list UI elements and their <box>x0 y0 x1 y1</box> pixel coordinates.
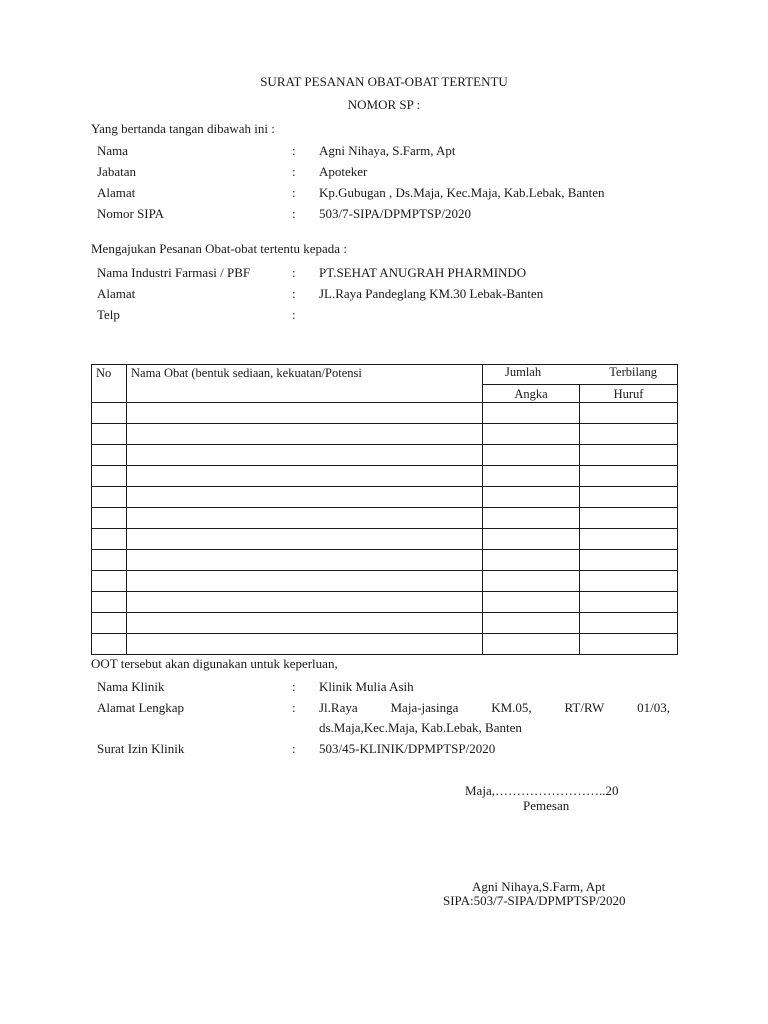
supplier-address-label: Alamat <box>97 286 136 301</box>
table-row <box>92 508 678 529</box>
clinic-license: 503/45-KLINIK/DPMPTSP/2020 <box>319 741 496 756</box>
header-quantity-group <box>483 365 678 385</box>
address-word: 01/03, <box>637 700 670 715</box>
signer-position: Apoteker <box>319 164 368 179</box>
signature-name: Agni Nihaya,S.Farm, Apt <box>472 879 606 894</box>
orderer-label: Pemesan <box>523 798 570 813</box>
table-row <box>92 571 678 592</box>
clinic-address-label: Alamat Lengkap <box>97 700 184 715</box>
header-jumlah: Jumlah <box>505 365 542 379</box>
signer-name: Agni Nihaya, S.Farm, Apt <box>319 143 456 158</box>
address-word: Jl.Raya <box>319 700 358 715</box>
table-row <box>92 403 678 424</box>
supplier-address: JL.Raya Pandeglang KM.30 Lebak-Banten <box>319 286 544 301</box>
supplier-name: PT.SEHAT ANUGRAH PHARMINDO <box>319 265 527 280</box>
sp-number: NOMOR SP : <box>347 97 421 112</box>
colon: : <box>292 741 296 756</box>
signer-intro: Yang bertanda tangan dibawah ini : <box>91 121 275 136</box>
colon: : <box>292 700 296 715</box>
signer-address-label: Alamat <box>97 185 136 200</box>
header-angka: Angka <box>483 385 580 403</box>
table-row <box>92 592 678 613</box>
place-date: Maja,……………………..20 <box>465 783 619 798</box>
table-header-row <box>92 365 678 385</box>
colon: : <box>292 143 296 158</box>
table-row <box>92 445 678 466</box>
clinic-license-label: Surat Izin Klinik <box>97 741 185 756</box>
header-terbilang: Terbilang <box>609 365 658 379</box>
table-row <box>92 466 678 487</box>
table-row <box>92 550 678 571</box>
purpose-text: OOT tersebut akan digunakan untuk keperluan, <box>91 656 338 671</box>
colon: : <box>292 679 296 694</box>
table-row <box>92 613 678 634</box>
signer-position-label: Jabatan <box>97 164 136 179</box>
table-row <box>92 529 678 550</box>
signer-name-label: Nama <box>97 143 129 158</box>
table-row <box>92 487 678 508</box>
colon: : <box>292 206 296 221</box>
order-table <box>91 364 678 655</box>
signer-sipa: 503/7-SIPA/DPMPTSP/2020 <box>319 206 471 221</box>
signature-sipa: SIPA:503/7-SIPA/DPMPTSP/2020 <box>443 893 626 908</box>
supplier-phone-label: Telp <box>97 307 120 322</box>
supplier-name-label: Nama Industri Farmasi / PBF <box>97 265 251 280</box>
colon: : <box>292 286 296 301</box>
clinic-name: Klinik Mulia Asih <box>319 679 414 694</box>
header-huruf: Huruf <box>580 385 678 403</box>
clinic-address-line2: ds.Maja,Kec.Maja, Kab.Lebak, Banten <box>319 720 522 735</box>
address-word: KM.05, <box>491 700 532 715</box>
clinic-address-line1 <box>319 700 670 716</box>
colon: : <box>292 164 296 179</box>
address-word: RT/RW <box>564 700 605 715</box>
document-title: SURAT PESANAN OBAT-OBAT TERTENTU <box>260 74 508 89</box>
signer-sipa-label: Nomor SIPA <box>97 206 165 221</box>
address-word: Maja-jasinga <box>390 700 459 715</box>
signer-address: Kp.Gubugan , Ds.Maja, Kec.Maja, Kab.Lebak, Banten <box>319 185 605 200</box>
supplier-intro: Mengajukan Pesanan Obat-obat tertentu kepada : <box>91 241 347 256</box>
table-row <box>92 424 678 445</box>
clinic-name-label: Nama Klinik <box>97 679 165 694</box>
colon: : <box>292 265 296 280</box>
table-row <box>92 634 678 655</box>
header-drug-name: Nama Obat (bentuk sediaan, kekuatan/Potensi <box>127 365 483 403</box>
header-no: No <box>92 365 127 403</box>
colon: : <box>292 307 296 322</box>
colon: : <box>292 185 296 200</box>
